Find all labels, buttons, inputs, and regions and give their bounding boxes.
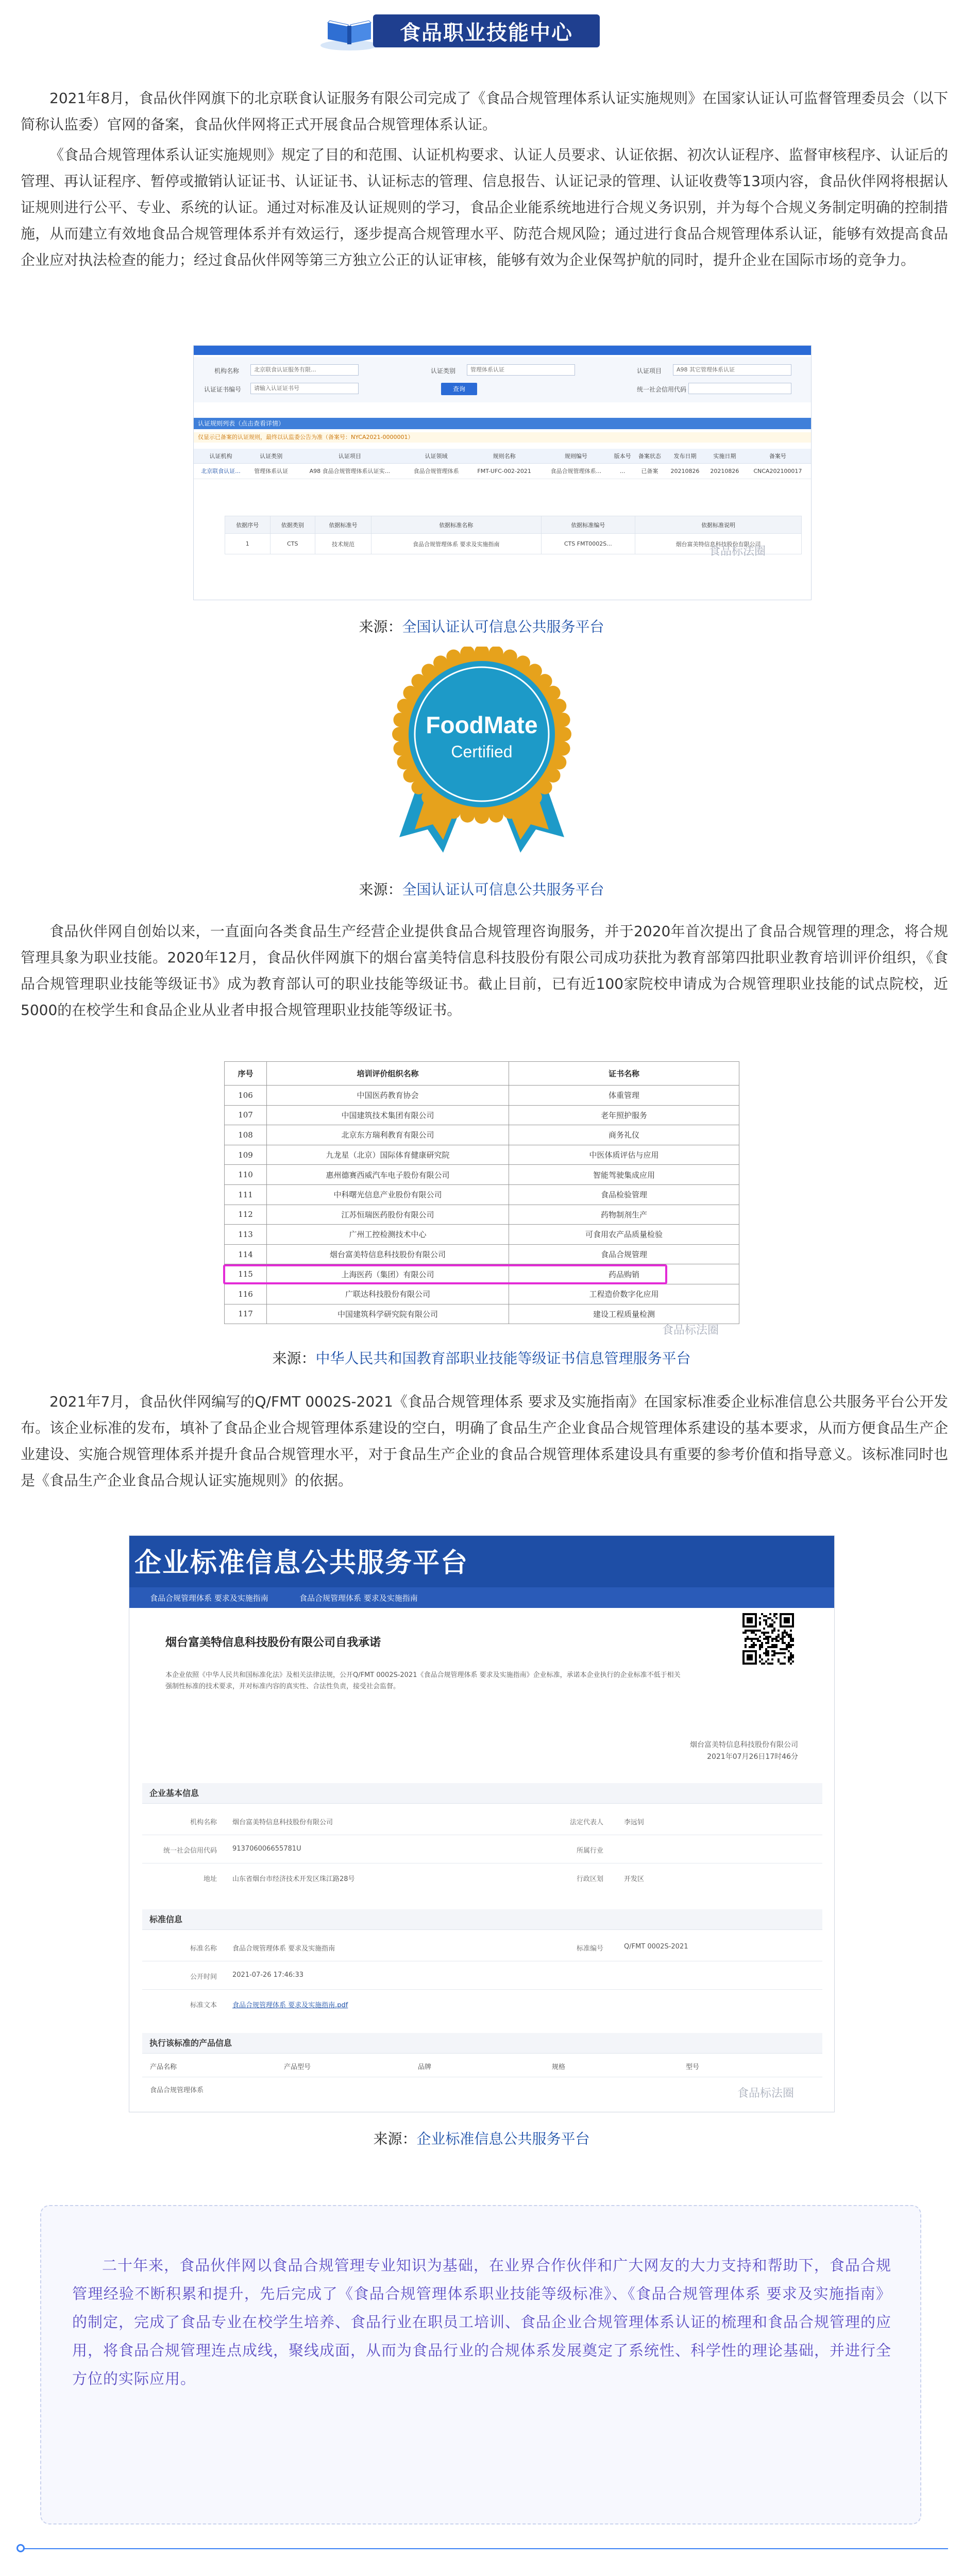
standard-file-link[interactable]: 食品合规管理体系 要求及实施指南.pdf xyxy=(232,2002,348,2009)
field-label: 统一社会信用代码 xyxy=(163,1847,217,1855)
table-cell: 食品合规管理体系 xyxy=(405,463,467,479)
foodmate-certified-badge xyxy=(389,647,575,858)
enterprise-standard-screenshot xyxy=(129,1535,835,2112)
source-link[interactable]: 中华人民共和国教育部职业技能等级证书信息管理服务平台 xyxy=(315,1350,691,1367)
table-row xyxy=(225,1244,739,1264)
source-link[interactable]: 全国认证认可信息公共服务平台 xyxy=(402,618,604,635)
table-cell: 已备案 xyxy=(634,463,665,479)
highlight-box xyxy=(223,1264,667,1284)
sign-company: 烟台富美特信息科技股份有限公司 xyxy=(690,1741,798,1749)
column-header: 依据序号 xyxy=(225,516,271,534)
table-cell: 广州工控检测技术中心 xyxy=(267,1225,509,1245)
standard-paragraph: 2021年7月，食品伙伴网编写的Q/FMT 0002S-2021《食品合规管理体系 要求及实施指南》在国家标准委企业标准信息公共服务平台公开发布。该企业标准的发布，填补了食品企业合规管理体系建设的空白，明确了食品生产企业食品合规管理体系建设的基本要求，从而方便食品生产企业建设、实施合规管理体系并提升食品合规管理水平，对于食品生产企业的食品合规管理体系建设具有重要的参考价值和指导意义。该标准同时也是《食品生产企业食品合规认证实施规则》的依据。 xyxy=(21,1393,948,1489)
table-cell: 1 xyxy=(225,534,271,554)
column-header: 品牌 xyxy=(418,2063,432,2071)
product-name-value: 食品合规管理体系 xyxy=(150,2087,204,2094)
column-header: 证书名称 xyxy=(509,1062,739,1086)
divider xyxy=(21,2548,948,2549)
org-select[interactable]: 北京联食认证服务有限... xyxy=(250,364,359,376)
field-label: 行政区划 xyxy=(576,1875,603,1883)
page-header xyxy=(0,0,963,57)
table-row xyxy=(225,1125,739,1145)
table-cell: 食品合规管理体系 要求及实施指南 xyxy=(371,534,541,554)
column-header: 版本号 xyxy=(611,449,634,463)
org-label: 机构名称 xyxy=(214,367,240,375)
table-cell: 111 xyxy=(225,1184,267,1205)
table-row xyxy=(225,1165,739,1185)
credit-code-input[interactable] xyxy=(688,383,791,394)
table-cell: 中医体质评估与应用 xyxy=(509,1145,739,1165)
column-header: 序号 xyxy=(225,1062,267,1086)
badge-title: FoodMate xyxy=(426,711,538,738)
table-cell: ... xyxy=(611,463,634,479)
cnca-section-title: 认证规则列表（点击查看详情） xyxy=(194,418,811,429)
table-cell: 北京联食认证... xyxy=(194,463,248,479)
column-header: 产品型号 xyxy=(284,2063,311,2071)
table-cell: 112 xyxy=(225,1205,267,1225)
cnca-rules-table xyxy=(194,449,811,479)
table-cell: 108 xyxy=(225,1125,267,1145)
qr-code-icon xyxy=(742,1613,794,1665)
source-link[interactable]: 全国认证认可信息公共服务平台 xyxy=(402,881,604,898)
table-cell: 商务礼仪 xyxy=(509,1125,739,1145)
column-header: 规则名称 xyxy=(467,449,541,463)
field-label: 机构名称 xyxy=(190,1819,217,1826)
column-header: 产品名称 xyxy=(150,2063,177,2071)
table-row xyxy=(225,1184,739,1205)
page-title: 食品职业技能中心 xyxy=(373,14,600,47)
type-label: 认证类别 xyxy=(431,367,456,375)
caption-2: 来源：全国认证认可信息公共服务平台 xyxy=(359,881,604,898)
table-cell: 北京东方瑞利教育有限公司 xyxy=(267,1125,509,1145)
table-cell: 上海医药（集团）有限公司 xyxy=(267,1264,509,1284)
column-header: 认证类别 xyxy=(248,449,295,463)
cnca-notice: 仅显示已备案的认证规则，最终以认监委公告为准（备案号：NYCA2021-0000001） xyxy=(194,432,811,443)
cnca-filter-panel xyxy=(194,357,811,402)
table-cell: 110 xyxy=(225,1165,267,1185)
table-cell: 20210826 xyxy=(705,463,745,479)
address-value: 山东省烟台市经济技术开发区珠江路28号 xyxy=(232,1875,355,1883)
table-cell: 烟台富美特信息科技股份有限公司 xyxy=(267,1244,509,1264)
table-cell: 117 xyxy=(225,1304,267,1324)
column-header: 认证项目 xyxy=(295,449,406,463)
column-header: 备案状态 xyxy=(634,449,665,463)
org-name-value: 烟台富美特信息科技股份有限公司 xyxy=(232,1819,333,1826)
column-header: 认证领域 xyxy=(405,449,467,463)
table-row xyxy=(225,1304,739,1324)
table-cell: 113 xyxy=(225,1225,267,1245)
rules-paragraph: 《食品合规管理体系认证实施规则》规定了目的和范围、认证机构要求、认证人员要求、认证依据、初次认证程序、监督审核程序、认证后的管理、再认证程序、暂停或撤销认证证书、认证证书、认证标志的管理、信息报告、认证记录的管理、认证收费等13项内容，食品伙伴网将根据认证规则进行公平、专业、系统的认证。通过对标准及认证规则的学习，食品企业能系统地进行合规义务识别，并为每个合规义务制定明确的控制措施，从而建立有效地食品合规管理体系并有效运行，逐步提高合规管理水平、防范合规风险；通过进行食品合规管理体系认证，能够有效提高食品企业应对执法检查的能力；经过食品伙伴网等第三方独立公正的认证审核，能够有效为企业保驾护航的同时，提升企业在国际市场的竞争力。 xyxy=(21,146,948,268)
caption-4: 来源：企业标准信息公共服务平台 xyxy=(373,2130,590,2147)
region-value: 开发区 xyxy=(624,1875,645,1883)
table-row[interactable] xyxy=(194,463,811,479)
commitment-text: 本企业依照《中华人民共和国标准化法》及相关法律法规，公开Q/FMT 0002S-2021《食品合规管理体系 要求及实施指南》企业标准，承诺本企业执行的企业标准不低于相关强制性标准的技术要求，并对标准内容的真实性、合法性负责，接受社会监督。 xyxy=(165,1671,681,1690)
caption-1: 来源：全国认证认可信息公共服务平台 xyxy=(359,618,604,635)
table-cell: 工程造价数字化应用 xyxy=(509,1284,739,1304)
sign-date: 2021年07月26日17时46分 xyxy=(707,1753,798,1761)
column-header: 依据标准说明 xyxy=(635,516,802,534)
badge-subtitle: Certified xyxy=(451,742,513,761)
column-header: 备案号 xyxy=(745,449,811,463)
table-cell: 食品合规管理体系... xyxy=(541,463,611,479)
divider-dot xyxy=(16,2544,25,2552)
table-cell: 中国建筑技术集团有限公司 xyxy=(267,1105,509,1125)
education-paragraph: 食品伙伴网自创始以来，一直面向各类食品生产经营企业提供食品合规管理咨询服务，并于2020年首次提出了食品合规管理的理念，将合规管理具象为职业技能。2020年12月，食品伙伴网旗下的烟台富美特信息科技股份有限公司成功获批为教育部第四批职业教育培训评价组织，《食品合规管理职业技能等级证书》成为教育部认可的职业技能等级证书。截止目前，已有近100家院校申请成为合规管理职业技能的试点院校，近5000的在校学生和食品企业从业者申报合规管理职业技能等级证书。 xyxy=(21,923,948,1019)
cnca-screenshot xyxy=(193,345,812,600)
breadcrumb xyxy=(129,1587,834,1608)
table-cell: 114 xyxy=(225,1244,267,1264)
field-label: 地址 xyxy=(203,1875,217,1883)
field-label: 法定代表人 xyxy=(569,1819,603,1826)
table-cell: 药品购销 xyxy=(509,1264,739,1284)
table-cell: 体重管理 xyxy=(509,1086,739,1106)
field-label: 标准文本 xyxy=(190,2002,217,2009)
table-cell: 中国建筑科学研究院有限公司 xyxy=(267,1304,509,1324)
table-cell: 烟台富美特信息科技股份有限公司 xyxy=(635,534,802,554)
project-label: 认证项目 xyxy=(637,367,662,375)
credit-code-label: 统一社会信用代码 xyxy=(637,386,687,393)
table-cell: 106 xyxy=(225,1086,267,1106)
field-label: 公开时间 xyxy=(190,1973,217,1981)
cert-label: 认证证书编号 xyxy=(204,386,242,393)
table-cell: CTS FMT0002S... xyxy=(541,534,635,554)
field-label: 标准名称 xyxy=(190,1945,217,1953)
field-label: 标准编号 xyxy=(576,1945,603,1953)
column-header: 认证机构 xyxy=(194,449,248,463)
cnca-topbar xyxy=(194,346,811,355)
table-row xyxy=(225,1284,739,1304)
column-header: 培训评价组织名称 xyxy=(267,1062,509,1086)
breadcrumb-item[interactable]: 食品合规管理体系 要求及实施指南 xyxy=(299,1594,418,1603)
table-cell: A98 食品合规管理体系认证实... xyxy=(295,463,406,479)
project-select[interactable]: A98 其它管理体系认证 xyxy=(673,364,791,376)
watermark: 食品标法圈 xyxy=(737,2087,795,2100)
table-cell: 食品合规管理 xyxy=(509,1244,739,1264)
table-cell: 广联达科技股份有限公司 xyxy=(267,1284,509,1304)
source-link[interactable]: 企业标准信息公共服务平台 xyxy=(416,2130,590,2147)
table-cell: 九龙星（北京）国际体育健康研究院 xyxy=(267,1145,509,1165)
basic-info-section: 企业基本信息 xyxy=(142,1783,822,1804)
table-cell: 115 xyxy=(225,1264,267,1284)
table-cell: 建设工程质量检测 xyxy=(509,1304,739,1324)
table-cell: 食品检验管理 xyxy=(509,1184,739,1205)
table-cell: 可食用农产品质量检验 xyxy=(509,1225,739,1245)
table-cell: 20210826 xyxy=(665,463,705,479)
column-header: 依据标准编号 xyxy=(541,516,635,534)
column-header: 依据类别 xyxy=(270,516,315,534)
table-cell: 江苏恒瑞医药股份有限公司 xyxy=(267,1205,509,1225)
publish-date-value: 2021-07-26 17:46:33 xyxy=(232,1971,304,1979)
quote-text: 二十年来，食品伙伴网以食品合规管理专业知识为基础，在业界合作伙伴和广大网友的大力支持和帮助下，食品合规管理经验不断积累和提升，先后完成了《食品合规管理体系职业技能等级标准》、《食品合规管理体系 要求及实施指南》的制定，完成了食品专业在校学生培养、食品行业在职员工培训、食品企业合规管理体系认证的梳理和食品合规管理的应用，将食品合规管理连点成线，聚线成面，从而为食品行业的合规体系发展奠定了系统性、科学性的理论基础，并进行全方位的实际应用。 xyxy=(72,2257,892,2387)
table-cell: 技术规范 xyxy=(315,534,371,554)
watermark: 食品标法圈 xyxy=(709,545,766,558)
breadcrumb-item[interactable]: 食品合规管理体系 要求及实施指南 xyxy=(150,1594,268,1603)
platform-banner xyxy=(129,1536,834,1587)
platform-title: 企业标准信息公共服务平台 xyxy=(134,1548,469,1579)
table-cell: 中科曙光信息产业股份有限公司 xyxy=(267,1184,509,1205)
column-header: 型号 xyxy=(686,2063,700,2071)
table-cell: CTS xyxy=(270,534,315,554)
product-info-section: 执行该标准的产品信息 xyxy=(142,2033,822,2054)
caption-3: 来源：中华人民共和国教育部职业技能等级证书信息管理服务平台 xyxy=(272,1350,691,1367)
watermark: 食品标法圈 xyxy=(662,1324,719,1337)
table-cell: 智能驾驶集成应用 xyxy=(509,1165,739,1185)
table-cell: 107 xyxy=(225,1105,267,1125)
ministry-table-image xyxy=(224,1061,739,1340)
column-header: 发布日期 xyxy=(665,449,705,463)
table-cell: FMT-UFC-002-2021 xyxy=(467,463,541,479)
table-cell: 109 xyxy=(225,1145,267,1165)
table-cell: 中国医药教育协会 xyxy=(267,1086,509,1106)
column-header: 规则编号 xyxy=(541,449,611,463)
table-row xyxy=(225,1205,739,1225)
commitment-title: 烟台富美特信息科技股份有限公司自我承诺 xyxy=(165,1636,381,1649)
column-header: 实施日期 xyxy=(705,449,745,463)
table-cell: CNCA202100017 xyxy=(745,463,811,479)
table-row xyxy=(225,1105,739,1125)
intro-paragraph: 2021年8月，食品伙伴网旗下的北京联食认证服务有限公司完成了《食品合规管理体系认证实施规则》在国家认证认可监督管理委员会（以下简称认监委）官网的备案，食品伙伴网将正式开展食品合规管理体系认证。 xyxy=(21,90,948,133)
legal-rep-value: 李远钊 xyxy=(624,1819,645,1826)
table-row xyxy=(225,1086,739,1106)
standard-number-value: Q/FMT 0002S-2021 xyxy=(624,1943,688,1951)
standard-name-value: 食品合规管理体系 要求及实施指南 xyxy=(232,1945,335,1953)
training-org-table xyxy=(224,1061,739,1324)
table-cell: 药物制剂生产 xyxy=(509,1205,739,1225)
cert-input[interactable]: 请输入认证证书号 xyxy=(250,383,359,394)
table-row xyxy=(225,1145,739,1165)
table-cell: 116 xyxy=(225,1284,267,1304)
column-header: 规格 xyxy=(552,2063,566,2071)
book-icon xyxy=(318,11,380,53)
field-label: 所属行业 xyxy=(576,1847,603,1855)
standard-info-section: 标准信息 xyxy=(142,1909,822,1930)
table-row xyxy=(225,1225,739,1245)
table-cell: 惠州德赛西威汽车电子股份有限公司 xyxy=(267,1165,509,1185)
table-cell: 老年照护服务 xyxy=(509,1105,739,1125)
type-select[interactable]: 管理体系认证 xyxy=(467,364,575,376)
credit-code-value: 913706006655781U xyxy=(232,1845,301,1853)
search-button[interactable]: 查询 xyxy=(441,383,477,395)
column-header: 依据标准号 xyxy=(315,516,371,534)
table-cell: 管理体系认证 xyxy=(248,463,295,479)
column-header: 依据标准名称 xyxy=(371,516,541,534)
